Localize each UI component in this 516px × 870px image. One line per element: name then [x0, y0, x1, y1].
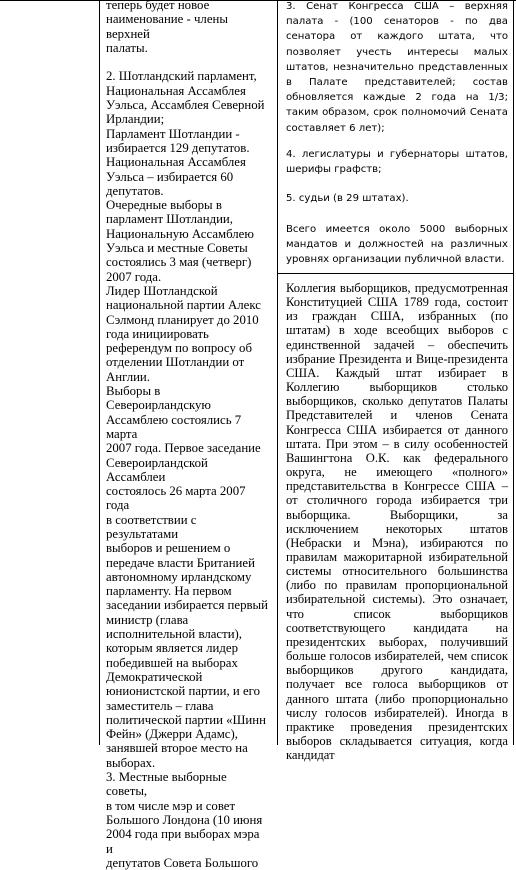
text-line: выборах. — [106, 755, 156, 770]
text-line: в том числе мэр и совет — [106, 798, 236, 813]
text-line: Фейн» (Джерри Адамс), — [106, 727, 238, 742]
table-border-left — [99, 1, 100, 745]
text-line: в соответствии с результатами — [106, 512, 197, 541]
senate-paragraph: 3. Сенат Конгресса США – верхняя палата - (100 сенаторов - по два сенатора от каждого штата, что позволяет учесть интересы малых штатов, незначительно представленных в Палате представителей; состав обновляется каждые 2 года на 1/3; таким образом, срок полномочий Сената составляет 6 лет); — [286, 1, 508, 134]
text-line: передаче власти Британией — [106, 555, 255, 570]
text-line: парламенту. На первом — [106, 584, 232, 599]
text-line: Уэльса – избирается 60 — [106, 169, 234, 184]
text-line: теперь будет новое — [106, 0, 210, 12]
text-line: Лидер Шотландской — [106, 283, 218, 298]
text-line: Демократической — [106, 669, 203, 684]
text-line: избирается 129 депутатов. — [106, 140, 250, 155]
text-line: политической партии «Шинн — [106, 712, 266, 727]
text-line: Североирландской Ассамблеи — [106, 455, 208, 484]
text-line: Парламент Шотландии - — [106, 126, 240, 141]
text-line: автономному ирландскому — [106, 569, 252, 584]
judges-paragraph: 5. судьи (в 29 штатах). — [286, 193, 409, 204]
table-border-right — [513, 1, 514, 745]
text-line: Ассамблею состоялись 7 марта — [106, 412, 242, 441]
text-line: депутатов Совета Большого — [106, 855, 259, 870]
text-line: 2007 года. Первое заседание — [106, 441, 261, 456]
text-line: 3. Местные выборные советы, — [106, 770, 227, 799]
text-line: отделении Шотландии от — [106, 355, 245, 370]
text-line: состоялось 26 марта 2007 года — [106, 484, 246, 513]
text-line: 2. Шотландский парламент, — [106, 69, 257, 84]
total-mandates-paragraph: Всего имеется около 5000 выборных мандатов и должностей на различных уровнях организации публичной власти. — [286, 224, 508, 266]
text-line: депутатов. — [106, 183, 164, 198]
text-line: Национальную Ассамблею — [106, 226, 254, 241]
text-line: 2004 года при выборах мэра и — [106, 827, 260, 856]
text-line: заседании избирается первый — [106, 598, 268, 613]
text-line: референдум по вопросу об — [106, 341, 252, 356]
text-line: исполнительной власти), — [106, 627, 242, 642]
text-line: Выборы в Североирландскую — [106, 384, 211, 413]
text-line: палаты. — [106, 40, 148, 55]
text-line: выборов и решением о — [106, 541, 231, 556]
text-line: наименование - члены верхней — [106, 12, 228, 41]
text-line: парламент Шотландии, — [106, 212, 233, 227]
electoral-college-paragraph: Коллегия выборщиков, предусмотренная Конституцией США 1789 года, состоит из граждан США, избранных (по штатам) в ходе всеобщих выборов с единственной задачей – обеспечить избрание Президента и Вице-президента США. Каждый штат избирает в Коллегию выборщиков столько выборщиков, сколько депутатов Палаты Представителей и членов Сената Конгресса США избирается от данного штата. При этом – в силу особенностей Вашингтона О.К. как федерального округа, не имеющего «полного» представительства в Конгрессе США – от столичного города избирается три выборщика. Выборщики, за исключением некоторых штатов (Небраски и Мэна), избираются по правилам мажоритарной избирательной системы относительного большинства (либо по правилам пропорциональной избирательной системы). Это означает, что список выборщиков соответствующего кандидата на президентских выборах, получивший больше голосов избирателей, чем список выборщиков другого кандидата, получает все голоса выборщиков от данного штата (либо пропорционально числу голосов избирателей). Иногда в практике проведения президентских выборов складывается ситуация, когда кандидат — [286, 281, 508, 763]
text-line: юнионистской партии, и его — [106, 684, 260, 699]
text-line: которым является лидер — [106, 641, 238, 656]
text-line: министр (глава — [106, 612, 189, 627]
text-line: национальной партии Алекс — [106, 298, 261, 313]
legislatures-paragraph: 4. легислатуры и губернаторы штатов, шерифы графств; — [286, 149, 508, 176]
text-line: Ирландии; — [106, 112, 165, 127]
text-line: Национальная Ассамблея — [106, 155, 246, 170]
text-line: занявшей второе место на — [106, 741, 248, 756]
text-line: победившей на выборах — [106, 655, 238, 670]
blank-line — [106, 55, 268, 69]
right-cell-divider — [278, 273, 513, 274]
text-line: Уэльса и местные Советы — [106, 241, 248, 256]
text-line: Большого Лондона (10 июня — [106, 812, 263, 827]
text-line: 2007 года. — [106, 269, 162, 284]
text-line: состоялись 3 мая (четверг) — [106, 255, 252, 270]
text-line: заместитель – глава — [106, 698, 214, 713]
left-column-text — [106, 0, 268, 870]
text-line: Англии. — [106, 369, 150, 384]
table-border-middle — [277, 1, 278, 745]
text-line: года инициировать — [106, 326, 209, 341]
text-line: Сэлмонд планирует до 2010 — [106, 312, 259, 327]
text-line: Национальная Ассамблея — [106, 83, 246, 98]
text-line: Очередные выборы в — [106, 198, 222, 213]
text-line: Уэльса, Ассамблея Северной — [106, 98, 265, 113]
